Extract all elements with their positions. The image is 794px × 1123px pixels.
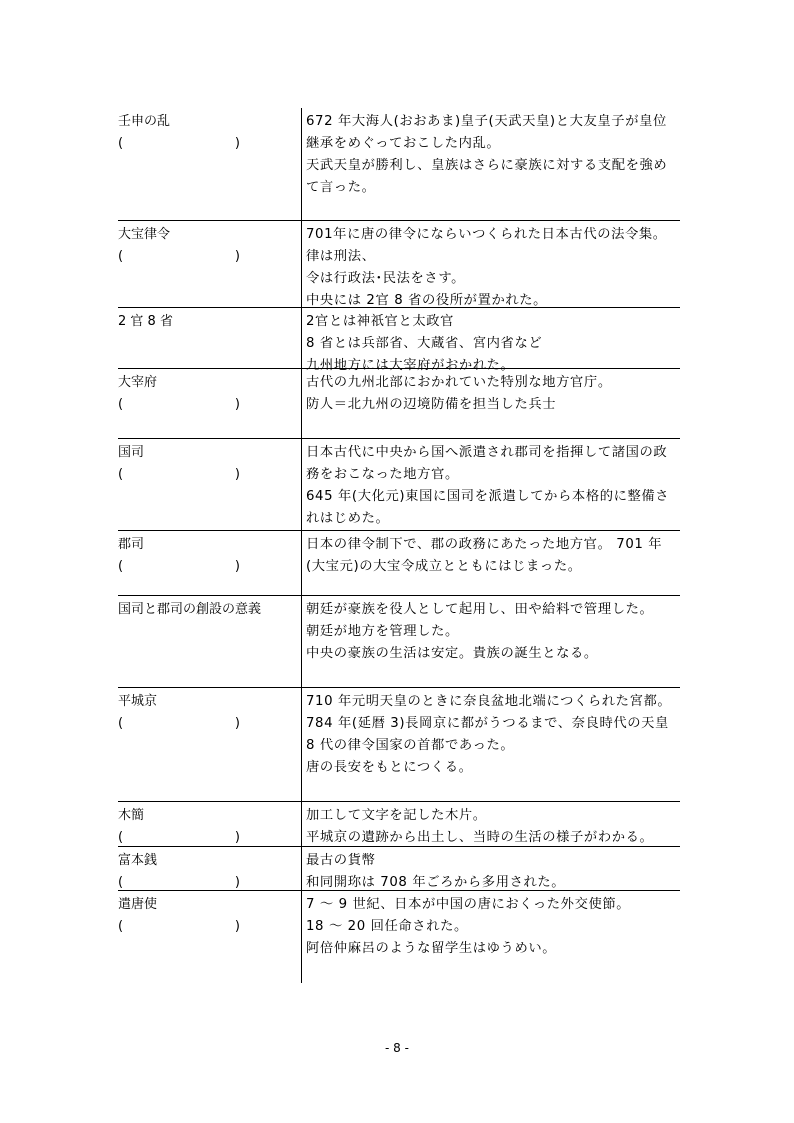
description-line: れはじめた。	[306, 511, 390, 526]
paren-close: )	[234, 467, 240, 482]
description-line: 7 ～ 9 世紀、日本が中国の唐におくった外交使節。	[306, 897, 631, 912]
description-cell	[301, 108, 680, 220]
term-cell	[118, 308, 301, 368]
description-cell	[301, 802, 680, 846]
answer-blank	[118, 916, 240, 938]
paren-open: (	[118, 716, 124, 731]
description-line: (大宝元)の大宝令成立とともにはじまった。	[306, 559, 582, 574]
term-cell	[118, 802, 301, 846]
description-cell	[301, 688, 680, 801]
paren-open: (	[118, 830, 124, 845]
paren-close: )	[234, 875, 240, 890]
description-line: 九州地方には大宰府がおかれた。	[306, 358, 515, 373]
description-cell	[301, 847, 680, 890]
glossary-row	[118, 596, 680, 688]
description-line: 防人＝北九州の辺境防備を担当した兵士	[306, 397, 557, 412]
description-line: 平城京の遺跡から出土し、当時の生活の様子がわかる。	[306, 830, 654, 845]
description-line: 672 年大海人(おおあま)皇子(天武天皇)と大友皇子が皇位	[306, 114, 667, 129]
description-line: 701年に唐の律令にならいつくられた日本古代の法令集。	[306, 227, 667, 242]
term-label: 富本銭	[118, 853, 158, 868]
paren-close: )	[234, 559, 240, 574]
paren-close: )	[234, 830, 240, 845]
description-line: 8 省とは兵部省、大蔵省、宮内省など	[306, 336, 543, 351]
term-label: 遣唐使	[118, 897, 158, 912]
glossary-row	[118, 847, 680, 891]
description-line: 18 ～ 20 回任命された。	[306, 919, 468, 934]
term-label: 国司と郡司の創設の意義	[118, 602, 262, 617]
paren-close: )	[234, 136, 240, 151]
term-label: 壬申の乱	[118, 114, 171, 129]
description-cell	[301, 308, 680, 373]
term-cell	[118, 688, 301, 801]
term-cell	[118, 891, 301, 983]
term-cell	[118, 221, 301, 307]
answer-blank	[118, 246, 240, 268]
paren-close: )	[234, 716, 240, 731]
term-cell	[118, 847, 301, 890]
term-label: 大宝律令	[118, 227, 171, 242]
term-cell	[118, 596, 301, 687]
term-label: 2 官 8 省	[118, 314, 173, 329]
description-line: 中央には 2官 8 省の役所が置かれた。	[306, 293, 548, 308]
glossary-row	[118, 802, 680, 847]
glossary-table	[118, 108, 680, 983]
paren-close: )	[234, 397, 240, 412]
paren-open: (	[118, 249, 124, 264]
glossary-row	[118, 439, 680, 531]
description-line: 継承をめぐっておこした内乱。	[306, 136, 501, 151]
description-cell	[301, 531, 680, 595]
term-cell	[118, 439, 301, 530]
description-line: 古代の九州北部におかれていた特別な地方官庁。	[306, 375, 612, 390]
description-line: 和同開珎は 708 年ごろから多用された。	[306, 875, 566, 890]
description-cell	[301, 369, 680, 438]
answer-blank	[118, 713, 240, 735]
description-line: 最古の貨幣	[306, 853, 376, 868]
description-line: 8 代の律令国家の首都であった。	[306, 738, 515, 753]
paren-open: (	[118, 919, 124, 934]
paren-close: )	[234, 919, 240, 934]
term-cell	[118, 108, 301, 220]
answer-blank	[118, 556, 240, 578]
paren-open: (	[118, 467, 124, 482]
description-line: 645 年(大化元)東国に国司を派遣してから本格的に整備さ	[306, 489, 670, 504]
description-line: 加工して文字を記した木片。	[306, 808, 487, 823]
term-label: 大宰府	[118, 375, 158, 390]
description-line: 710 年元明天皇のときに奈良盆地北端につくられた宮都。	[306, 694, 672, 709]
description-cell	[301, 596, 680, 687]
term-label: 郡司	[118, 537, 145, 552]
paren-close: )	[234, 249, 240, 264]
paren-open: (	[118, 875, 124, 890]
description-line: 阿倍仲麻呂のような留学生はゆうめい。	[306, 941, 557, 956]
term-cell	[118, 369, 301, 438]
answer-blank	[118, 133, 240, 155]
glossary-row	[118, 891, 680, 983]
description-line: 天武天皇が勝利し、皇族はさらに豪族に対する支配を強め	[306, 158, 668, 173]
glossary-row	[118, 531, 680, 596]
description-line: 律は刑法、	[306, 249, 376, 264]
answer-blank	[118, 464, 240, 486]
glossary-row	[118, 369, 680, 439]
answer-blank	[118, 394, 240, 416]
answer-blank	[118, 827, 240, 849]
description-line: 朝廷が豪族を役人として起用し、田や給料で管理した。	[306, 602, 654, 617]
term-label: 国司	[118, 445, 145, 460]
description-line: 唐の長安をもとにつくる。	[306, 760, 473, 775]
description-line: 令は行政法･民法をさす。	[306, 271, 466, 286]
term-cell	[118, 531, 301, 595]
description-cell	[301, 221, 680, 307]
paren-open: (	[118, 136, 124, 151]
description-line: 2官とは神祇官と太政官	[306, 314, 455, 329]
page-number: - 8 -	[385, 1041, 409, 1055]
term-label: 木簡	[118, 808, 145, 823]
description-line: 日本古代に中央から国へ派遣され郡司を指揮して諸国の政	[306, 445, 668, 460]
description-cell	[301, 439, 680, 530]
glossary-row	[118, 221, 680, 308]
description-line: て言った。	[306, 180, 376, 195]
glossary-row	[118, 108, 680, 221]
paren-open: (	[118, 559, 124, 574]
description-line: 務をおこなった地方官。	[306, 467, 459, 482]
description-line: 中央の豪族の生活は安定。貴族の誕生となる。	[306, 646, 598, 661]
term-label: 平城京	[118, 694, 158, 709]
description-line: 日本の律令制下で、郡の政務にあたった地方官。 701 年	[306, 537, 663, 552]
paren-open: (	[118, 397, 124, 412]
description-line: 朝廷が地方を管理した。	[306, 624, 459, 639]
description-cell	[301, 891, 680, 983]
glossary-row	[118, 308, 680, 373]
glossary-row	[118, 688, 680, 802]
description-line: 784 年(延暦 3)長岡京に都がうつるまで、奈良時代の天皇	[306, 716, 669, 731]
